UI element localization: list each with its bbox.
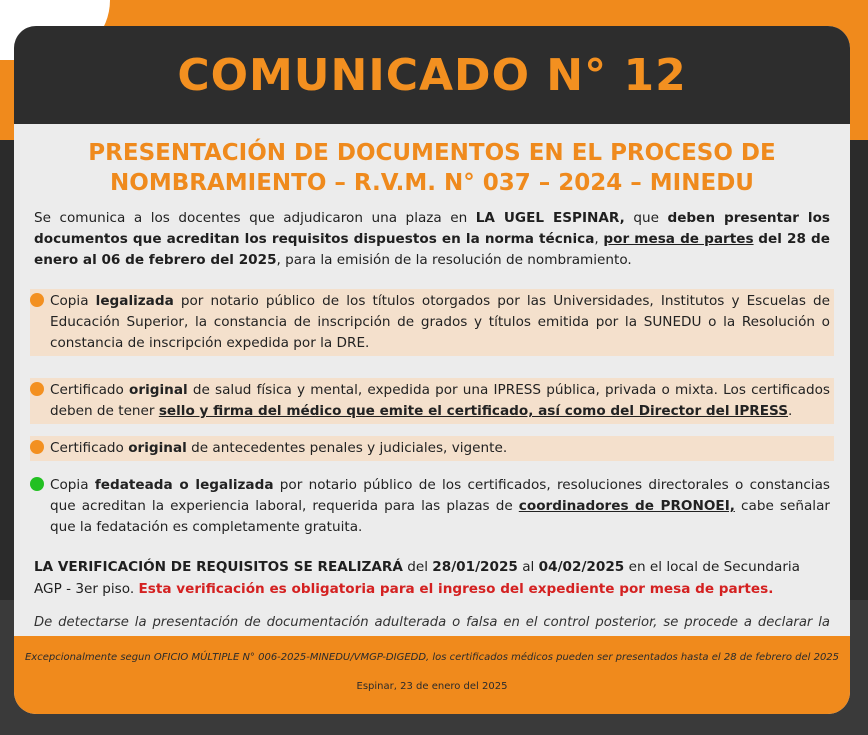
item-bold: original <box>129 382 188 398</box>
item-text: Certificado <box>50 382 130 398</box>
orange-bullet-icon <box>30 382 44 396</box>
intro-paragraph <box>34 208 830 271</box>
verification-start-date: 28/01/2025 <box>432 559 518 575</box>
footer-bar <box>14 636 850 714</box>
requirements-list <box>14 289 850 540</box>
footer-note: Excepcionalmente segun OFICIO MÚLTIPLE N° 006-2025-MINEDU/VMGP-DIGEDD, los certificados médicos pueden ser presentados hasta el 28 de febrero del 2025 <box>24 652 840 663</box>
list-item <box>30 378 834 424</box>
verification-text: del <box>402 559 433 575</box>
item-text: Copia <box>50 477 95 493</box>
announcement-card <box>14 26 850 714</box>
intro-text: que <box>624 210 668 226</box>
intro-text: , <box>594 231 604 247</box>
item-text: cabe señalar que la fedatación es completamente gratuita. <box>50 498 830 535</box>
intro-mesa-partes: por mesa de partes <box>603 231 754 247</box>
item-text: Certificado <box>50 440 129 456</box>
intro-ugel: LA UGEL ESPINAR, <box>475 210 625 226</box>
green-bullet-icon <box>30 477 44 491</box>
verification-text: en el local de Secundaria AGP - 3er piso. <box>34 559 801 597</box>
item-text: de salud física y mental, expedida por una IPRESS pública, privada o mixta. Los certificados deben de tener <box>50 382 831 419</box>
item-bold: fedateada o legalizada <box>94 477 274 493</box>
orange-bullet-icon <box>30 440 44 454</box>
item-bold: original <box>128 440 187 456</box>
item-text: de antecedentes penales y judiciales, vigente. <box>186 440 508 456</box>
item-text: Copia <box>50 293 96 309</box>
verification-end-date: 04/02/2025 <box>538 559 625 575</box>
intro-text: Se comunica a los docentes que adjudicaron una plaza en <box>34 210 476 226</box>
warning-paragraph: De detectarse la presentación de documentación adulterada o falsa en el control posterior, se procede a declarar la <box>34 615 830 630</box>
item-text: . <box>788 403 793 419</box>
item-bold: legalizada <box>95 293 174 309</box>
subtitle-line-1: PRESENTACIÓN DE DOCUMENTOS EN EL PROCESO DE <box>88 140 776 166</box>
verification-mandatory-note: Esta verificación es obligatoria para el ingreso del expediente por mesa de partes. <box>138 581 774 597</box>
intro-requirement: deben presentar los documentos que acreditan los requisitos dispuestos en la norma técnica <box>34 210 831 247</box>
header-bar <box>14 26 850 124</box>
subtitle <box>14 138 850 198</box>
item-text: por notario público de los certificados, resoluciones directorales o constancias que acreditan la experiencia laboral, requerida para las plazas de <box>50 477 830 514</box>
item-text: por notario público de los títulos otorgados por las Universidades, Institutos y Escuelas de Educación Superior, la constancia de inscripción de grados y títulos emitida por la SUNEDU o la Resolución o constancia de inscripción expedida por la DRE. <box>50 293 830 351</box>
footer-date: Espinar, 23 de enero del 2025 <box>356 681 508 692</box>
item-underline: sello y firma del médico que emite el certificado, así como del Director del IPRESS <box>158 403 789 419</box>
verification-text: al <box>517 559 539 575</box>
item-underline: coordinadores de PRONOEI, <box>518 498 735 514</box>
intro-text: , para la emisión de la resolución de nombramiento. <box>276 252 632 268</box>
page-title: COMUNICADO N° 12 <box>177 49 687 101</box>
subtitle-line-2: NOMBRAMIENTO – R.V.M. N° 037 – 2024 – MINEDU <box>110 170 754 196</box>
list-item <box>30 289 834 356</box>
verification-heading: LA VERIFICACIÓN DE REQUISITOS SE REALIZARÁ <box>34 559 403 575</box>
orange-bullet-icon <box>30 293 44 307</box>
verification-paragraph <box>34 556 830 600</box>
list-item <box>30 436 834 461</box>
list-item <box>30 473 834 540</box>
intro-dates: del 28 de enero al 06 de febrero del 2025 <box>34 231 830 268</box>
